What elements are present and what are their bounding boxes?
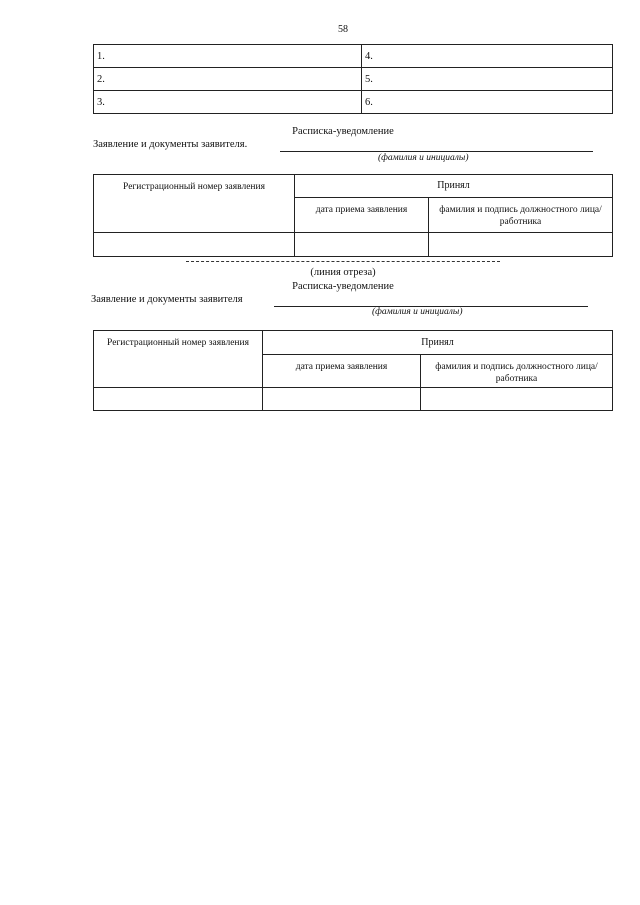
applicant-name-field[interactable]	[280, 151, 593, 152]
signature-header: фамилия и подпись должностного лица/работника	[421, 355, 613, 388]
table-row	[94, 45, 613, 68]
table-row	[94, 233, 613, 257]
name-hint: (фамилия и инициалы)	[378, 153, 469, 163]
receipt-table	[93, 330, 613, 411]
accepted-header: Принял	[263, 331, 613, 355]
table-row	[94, 68, 613, 91]
applicant-line-label: Заявление и документы заявителя.	[93, 139, 248, 150]
list-cell[interactable]: 5.	[362, 68, 613, 91]
date-cell[interactable]	[263, 388, 421, 411]
reg-number-cell[interactable]	[94, 388, 263, 411]
reg-number-header: Регистрационный номер заявления	[94, 175, 295, 233]
reg-number-cell[interactable]	[94, 233, 295, 257]
list-cell[interactable]: 1.	[94, 45, 362, 68]
list-cell[interactable]: 3.	[94, 91, 362, 114]
applicant-line-label: Заявление и документы заявителя	[91, 294, 243, 305]
receipt-table	[93, 174, 613, 257]
signature-header: фамилия и подпись должностного лица/работника	[429, 198, 613, 233]
date-header: дата приема заявления	[295, 198, 429, 233]
cut-line-label: (линия отреза)	[310, 267, 376, 278]
receipt-title: Расписка-уведомление	[292, 126, 394, 137]
documents-list-table	[93, 44, 613, 114]
date-cell[interactable]	[295, 233, 429, 257]
table-row	[94, 91, 613, 114]
name-hint: (фамилия и инициалы)	[372, 307, 463, 317]
table-row	[94, 388, 613, 411]
signature-cell[interactable]	[421, 388, 613, 411]
signature-cell[interactable]	[429, 233, 613, 257]
list-cell[interactable]: 2.	[94, 68, 362, 91]
reg-number-header: Регистрационный номер заявления	[94, 331, 263, 388]
accepted-header: Принял	[295, 175, 613, 198]
cut-line	[186, 261, 500, 262]
list-cell[interactable]: 4.	[362, 45, 613, 68]
list-cell[interactable]: 6.	[362, 91, 613, 114]
receipt-title: Расписка-уведомление	[292, 281, 394, 292]
date-header: дата приема заявления	[263, 355, 421, 388]
page-number: 58	[338, 24, 348, 35]
